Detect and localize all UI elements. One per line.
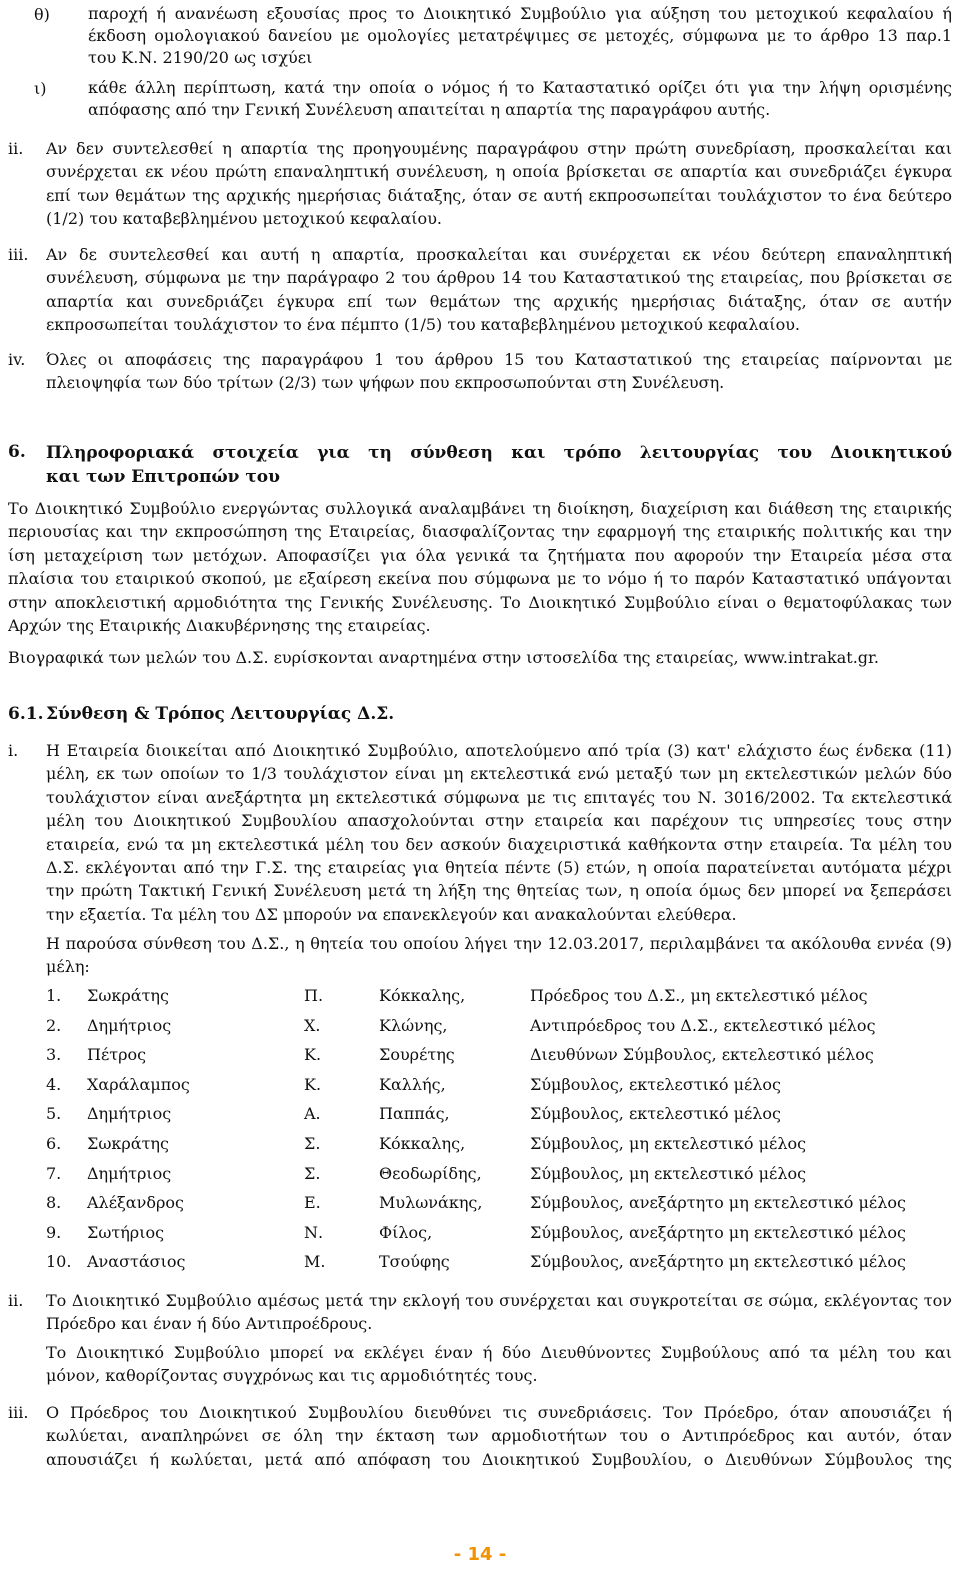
- member-role: Σύμβουλος, ανεξάρτητο μη εκτελεστικό μέλος: [530, 1193, 906, 1212]
- item-i-text: [46, 739, 952, 926]
- member-role: Σύμβουλος, ανεξάρτητο μη εκτελεστικό μέλος: [530, 1223, 906, 1242]
- text-line: ίση μεταχείριση των μετόχων. Αποφασίζει για όλα γενικά τα ζητήματα που αφορούν την Εταιρεία μέσα στα: [8, 545, 952, 565]
- member-initial: Μ.: [304, 1252, 326, 1271]
- member-row: [0, 1223, 960, 1253]
- text-line: κωλύεται, αναπληρώνει σε όλη την έκταση των αρμοδιοτήτων του ο Αντιπρόεδρος και αυτόν, όταν: [46, 1426, 952, 1446]
- text-line: εκπροσωπείται τουλάχιστον το ένα πέμπτο (1/5) του καταβεβλημένου μετοχικού κεφαλαίου.: [46, 315, 801, 335]
- member-first-name: Αναστάσιος: [87, 1252, 186, 1271]
- heading-line: Πληροφοριακά στοιχεία για τη σύνθεση και τρόπο λειτουργίας του Διοικητικού: [46, 443, 952, 463]
- member-number: 3.: [46, 1045, 62, 1064]
- member-row: [0, 1134, 960, 1164]
- item-marker: iii.: [8, 1403, 29, 1422]
- member-first-name: Σωτήριος: [87, 1223, 165, 1242]
- member-number: 8.: [46, 1193, 62, 1212]
- member-last-name: Φίλος,: [379, 1223, 433, 1242]
- text-line: Αρχών της Εταιρικής Διακυβέρνησης της εταιρείας.: [8, 615, 431, 635]
- section-intro: [8, 497, 952, 637]
- member-first-name: Δημήτριος: [87, 1016, 172, 1035]
- item-marker: ii.: [8, 1291, 24, 1310]
- text-line: Το Διοικητικό Συμβούλιο μπορεί να εκλέγει έναν ή δύο Διευθύνοντες Συμβούλους από τα μέλη του και: [46, 1343, 952, 1362]
- member-number: 2.: [46, 1016, 62, 1035]
- text-line: έκδοση ομολογιακού δανείου με ομολογίες μετατρέψιμες σε μετοχές, σύμφωνα με το άρθρο 13 παρ.1: [88, 26, 952, 45]
- item-marker: iv.: [8, 350, 26, 369]
- member-role: Σύμβουλος, εκτελεστικό μέλος: [530, 1075, 781, 1094]
- member-last-name: Κόκκαλης,: [379, 986, 466, 1005]
- text-line: Αν δε συντελεσθεί και αυτή η απαρτία, προσκαλείται και συνέρχεται εκ νέου δεύτερη επαναληπτική: [46, 245, 952, 264]
- member-number: 9.: [46, 1223, 62, 1242]
- member-row: [0, 1193, 960, 1223]
- member-last-name: Θεοδωρίδης,: [379, 1164, 482, 1183]
- text-line: Το Διοικητικό Συμβούλιο ενεργώντας συλλογικά αναλαμβάνει τη διοίκηση, διαχείριση και διάθεση της εταιρικής: [8, 499, 952, 518]
- text-line: απουσιάζει ή κωλύεται, μετά από απόφαση του Διοικητικού Συμβουλίου, ο Διευθύνων Σύμβουλος της: [46, 1449, 952, 1469]
- page-number: - 14 -: [453, 1544, 507, 1565]
- composition-text: [46, 932, 952, 979]
- subsection-number: 6.1.: [8, 704, 44, 724]
- member-number: 1.: [46, 986, 62, 1005]
- text-line: εταιρεία, ενώ τα μη εκτελεστικά μέλη του δεν ασκούν διαχειριστικά καθήκοντα στην εταιρεία. Τα μέλη του: [46, 834, 952, 854]
- text-line: Η παρούσα σύνθεση του Δ.Σ., η θητεία του οποίου λήγει την 12.03.2017, περιλαμβάνει τα ακόλουθα εννέα (9): [46, 934, 952, 953]
- item-iota-text: [88, 77, 952, 121]
- text-line: Το Διοικητικό Συμβούλιο αμέσως μετά την εκλογή του συνέρχεται και συγκροτείται σε σώμα, εκλέγοντας τον: [46, 1291, 952, 1310]
- member-first-name: Αλέξανδρος: [87, 1193, 184, 1212]
- text-line: περιουσίας και την εκπροσώπηση της Εταιρείας, διασφαλίζοντας την εφαρμογή της εταιρικής πολιτικής και την: [8, 522, 952, 542]
- text-line: Όλες οι αποφάσεις της παραγράφου 1 του άρθρου 15 του Καταστατικού της εταιρείας παίρνονται με: [46, 350, 952, 369]
- member-initial: Κ.: [304, 1075, 322, 1094]
- member-initial: Ν.: [304, 1223, 324, 1242]
- text-line: πλαίσια του εταιρικού σκοπού, με εξαίρεση εκείνα που σύμφωνα με το νόμο ή το παρόν Καταστατικό υπάγονται: [8, 569, 952, 589]
- text-line: μόνον, καθορίζοντας συγχρόνως και τις αρμοδιότητές τους.: [46, 1366, 538, 1386]
- text-line: απόφασης από την Γενική Συνέλευση απαιτείται η απαρτία της παραγράφου αυτής.: [88, 100, 771, 119]
- member-role: Διευθύνων Σύμβουλος, εκτελεστικό μέλος: [530, 1045, 874, 1064]
- member-number: 6.: [46, 1134, 62, 1153]
- text-line: επί των θεμάτων της αρχικής ημερήσιας διάταξης, όταν σε αυτή εκπροσωπείται τουλάχιστον το ένα δεύτερο: [46, 185, 952, 205]
- text-line: Η Εταιρεία διοικείται από Διοικητικό Συμβούλιο, αποτελούμενο από τρία (3) κατ' ελάχιστο έως ένδεκα (11): [46, 741, 952, 760]
- heading-line: και των Επιτροπών του: [46, 467, 280, 487]
- member-last-name: Τσούφης: [379, 1252, 450, 1271]
- text-line: την εξαετία. Τα μέλη του ΔΣ μπορούν να επανεκλεγούν και ανακαλούνται ελεύθερα.: [46, 904, 737, 924]
- member-number: 10.: [46, 1252, 72, 1271]
- member-initial: Ε.: [304, 1193, 321, 1212]
- subsection-heading: Σύνθεση & Τρόπος Λειτουργίας Δ.Σ.: [46, 704, 395, 724]
- section-heading: [46, 441, 952, 489]
- member-initial: Χ.: [304, 1016, 321, 1035]
- text-line: μέλη του Διοικητικού Συμβουλίου απασχολούνται στην εταιρεία και παρέχουν τις υπηρεσίες τους στην: [46, 811, 952, 831]
- member-first-name: Χαράλαμπος: [87, 1075, 190, 1094]
- item-ii-c-text: [46, 1341, 952, 1388]
- member-row: [0, 1016, 960, 1046]
- member-row: [0, 1252, 960, 1282]
- text-line: την πρώτη Τακτική Γενική Συνέλευση μετά τη λήξη της θητείας των, η οποία όμως δεν μπορεί να ξεπεράσει: [46, 881, 952, 901]
- text-line: πλειοψηφία των δύο τρίτων (2/3) των ψήφων που εκπροσωπούνται στη Συνέλευση.: [46, 373, 725, 393]
- member-number: 5.: [46, 1104, 62, 1123]
- member-row: [0, 1075, 960, 1105]
- member-last-name: Σουρέτης: [379, 1045, 455, 1064]
- member-initial: Σ.: [304, 1164, 321, 1183]
- member-initial: Α.: [304, 1104, 321, 1123]
- text-line: τουλάχιστον είναι ανεξάρτητα μη εκτελεστικά σύμφωνα με τις επιταγές του Ν. 3016/2002. Τα εκτελεστικά: [46, 787, 952, 807]
- member-row: [0, 1164, 960, 1194]
- member-first-name: Δημήτριος: [87, 1104, 172, 1123]
- item-ii-text: [46, 137, 952, 231]
- text-line: Αν δεν συντελεσθεί η απαρτία της προηγουμένης παραγράφου στην πρώτη συνεδρίαση, προσκαλείται και: [46, 139, 952, 158]
- member-initial: Σ.: [304, 1134, 321, 1153]
- member-last-name: Παππάς,: [379, 1104, 450, 1123]
- member-role: Αντιπρόεδρος του Δ.Σ., εκτελεστικό μέλος: [530, 1016, 876, 1035]
- text-line: συνέλευση, σύμφωνα με την παράγραφο 2 του άρθρου 14 του Καταστατικού της εταιρείας, που βρίσκεται σε: [46, 268, 952, 288]
- member-role: Πρόεδρος του Δ.Σ., μη εκτελεστικό μέλος: [530, 986, 868, 1005]
- member-role: Σύμβουλος, μη εκτελεστικό μέλος: [530, 1134, 807, 1153]
- member-row: [0, 986, 960, 1016]
- text-line: του Κ.Ν. 2190/20 ως ισχύει: [88, 48, 313, 67]
- member-initial: Κ.: [304, 1045, 322, 1064]
- item-marker: iii.: [8, 245, 29, 264]
- member-initial: Π.: [304, 986, 324, 1005]
- member-first-name: Σωκράτης: [87, 1134, 169, 1153]
- text-line: Δ.Σ. εκλέγονται από την Γ.Σ. της εταιρείας για θητεία πέντε (5) ετών, η οποία παρατείνεται αυτόματα μέχρι: [46, 857, 952, 877]
- member-first-name: Δημήτριος: [87, 1164, 172, 1183]
- member-last-name: Κλώνης,: [379, 1016, 448, 1035]
- text-line: συνέρχεται εκ νέου πρώτη επαναληπτική συνέλευση, η οποία βρίσκεται σε απαρτία και συνεδριάζει έγκυρα: [46, 162, 952, 182]
- text-line: κάθε άλλη περίπτωση, κατά την οποία ο νόμος ή το Καταστατικό ορίζει ότι για την λήψη ορισμένης: [88, 78, 952, 97]
- item-marker: i.: [8, 741, 19, 760]
- member-role: Σύμβουλος, ανεξάρτητο μη εκτελεστικό μέλος: [530, 1252, 906, 1271]
- item-theta-text: [88, 3, 952, 69]
- section-number: 6.: [8, 442, 26, 462]
- member-first-name: Σωκράτης: [87, 986, 169, 1005]
- member-number: 4.: [46, 1075, 62, 1094]
- text-line: στην αποκλειστική αρμοδιότητα της Γενικής Συνέλευσης. Το Διοικητικό Συμβούλιο είναι ο θεματοφύλακας των: [8, 592, 952, 612]
- member-role: Σύμβουλος, μη εκτελεστικό μέλος: [530, 1164, 807, 1183]
- text-line: Πρόεδρο και έναν ή δύο Αντιπροέδρους.: [46, 1314, 373, 1334]
- member-first-name: Πέτρος: [87, 1045, 147, 1064]
- member-role: Σύμβουλος, εκτελεστικό μέλος: [530, 1104, 781, 1123]
- member-last-name: Καλλής,: [379, 1075, 446, 1094]
- item-ii-b-text: [46, 1289, 952, 1336]
- text-line: Ο Πρόεδρος του Διοικητικού Συμβουλίου διευθύνει τις συνεδριάσεις. Τον Πρόεδρο, όταν απουσιάζει ή: [46, 1403, 952, 1422]
- text-line: μέλη:: [46, 957, 90, 977]
- text-line: (1/2) του καταβεβλημένου μετοχικού κεφαλαίου.: [46, 209, 442, 229]
- item-marker: θ): [34, 5, 50, 24]
- member-number: 7.: [46, 1164, 62, 1183]
- text-line: μέλη, εκ των οποίων το 1/3 τουλάχιστον είναι μη εκτελεστικά ενώ μεταξύ των μη εκτελεστικών μελών δύο: [46, 764, 952, 784]
- member-last-name: Μυλωνάκης,: [379, 1193, 483, 1212]
- member-row: [0, 1104, 960, 1134]
- member-last-name: Κόκκαλης,: [379, 1134, 466, 1153]
- item-marker: ii.: [8, 139, 24, 158]
- text-line: απαρτία και συνεδριάζει έγκυρα επί των θεμάτων της αρχικής ημερήσιας διάταξης, όταν σε αυτήν: [46, 291, 952, 311]
- item-iii-b-text: [46, 1401, 952, 1471]
- bio-line: Βιογραφικά των μελών του Δ.Σ. ευρίσκονται αναρτημένα στην ιστοσελίδα της εταιρείας, www.intrakat.gr.: [8, 648, 879, 667]
- item-iv-text: [46, 348, 952, 395]
- item-iii-text: [46, 243, 952, 337]
- text-line: παροχή ή ανανέωση εξουσίας προς το Διοικητικό Συμβούλιο για αύξηση του μετοχικού κεφαλαίου ή: [88, 4, 952, 23]
- member-row: [0, 1045, 960, 1075]
- item-marker: ι): [34, 79, 47, 98]
